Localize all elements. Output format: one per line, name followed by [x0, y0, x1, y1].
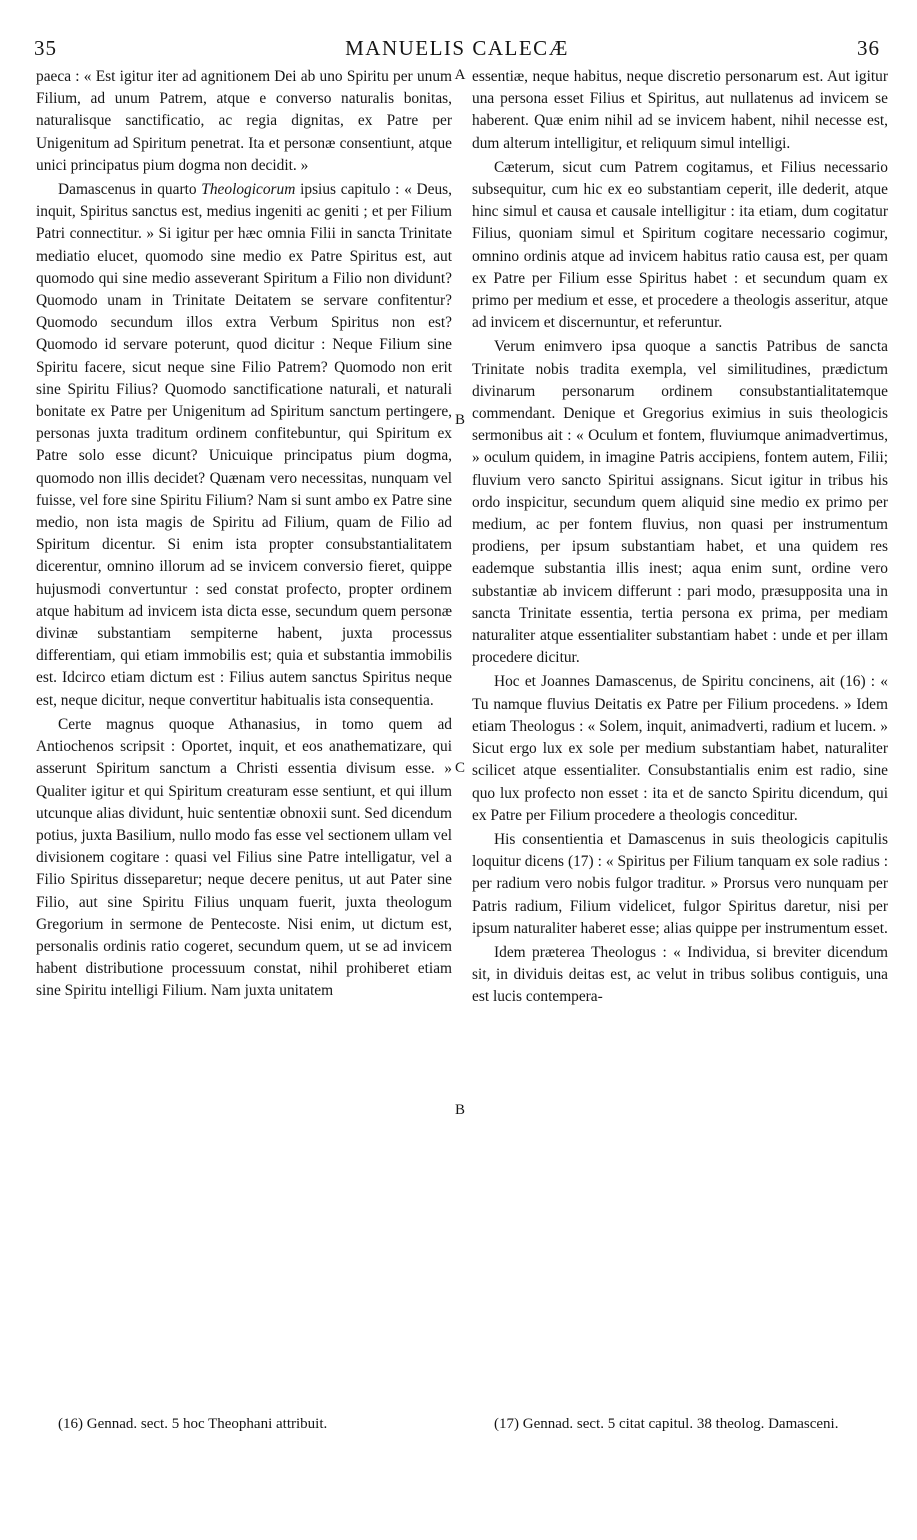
margin-marker-a: A — [454, 67, 466, 83]
paragraph: Hoc et Joannes Damascenus, de Spiritu concinens, ait (16) : « Tu namque fluvius Deitatis ex Patre per Filium procedens. » Idem etiam Theologus : « Solem, inquit, animadverti, radium et lucem. » Sicut ergo lux ex sole per medium substantiam habet, naturaliter scilicet atque essentialiter. Consubstantialis enim est radio, sine quo lux profecto non esset : ita et de sancto Spiritu dicendum, qui ex Patre per Filium procedere a theologis conceditur. — [472, 673, 888, 824]
page-header — [34, 36, 880, 66]
page-number-left: 35 — [34, 36, 57, 60]
running-title: MANUELIS CALECÆ — [345, 36, 569, 60]
paragraph: Idem præterea Theologus : « Individua, si breviter dicendum sit, in dividuis deitas est, ac velut in tribus solibus contiguis, una est lucis contempera- — [472, 943, 888, 1006]
footnote: (16) Gennad. sect. 5 hoc Theophani attribuit. — [58, 1416, 328, 1432]
page-number-right: 36 — [857, 36, 880, 60]
paragraph: paeca : « Est igitur iter ad agnitionem Dei ab uno Spiritu per unum Filium, ad unum Patrem, atque e converso naturalis bonitas, naturalisque sanctificatio, ac regia dignitas, ex Patre per Unigenitum ad Spiritum penetrat. Ita et personæ consentiunt, atque unici principatus pium dogma non decidit. » — [36, 68, 452, 174]
right-column — [472, 66, 888, 1009]
paragraph: Verum enimvero ipsa quoque a sanctis Patribus de sancta Trinitate nobis tradita exempla, vel similitudines, prædictum divinarum personarum ordinem consubstantialitatemque commendant. Denique et Gregorius eximius in suis theologicis sermonibus ait : « Oculum et fontem, fluviumque animadvertimus, » oculum quidem, in imagine Patris accipiens, fontem autem, Filii; fluvium vero sancto Spiritui assignans. Sicut igitur in tribus his ordo inspicitur, secundum quem aliquid sine medio ex primo per medium, ac per fontem fluvius, non quasi per instrumentum prodiens, per ipsum substantiam habet, et una quidem res eademque substantia illis inest; aqua enim sunt, ordine vero substantiæ ab invicem differunt : pari modo, præsupposita una in sancta Trinitate essentia, tertia persona ex prima, per mediam naturaliter atque essentialiter substantiam habet : unde et per illam procedere dicitur. — [472, 338, 888, 667]
footnotes-right — [472, 1414, 888, 1435]
paragraph: Certe magnus quoque Athanasius, in tomo quem ad Antiochenos scripsit : Oportet, inquit, et eos anathematizare, qui asserunt Spiritum sanctum a Christi essentia divisum esse. » Qualiter igitur et qui Spiritum creaturam esse sentiunt, et qui illum utcunque alias dividunt, huic sententiæ obnoxii sunt. Sed dicendum potius, juxta Basilium, nullo modo fas esse vel sectionem ullam vel divisionem cogitare : quasi vel Filius sine Patre intelligatur, vel a Filio Spiritus disseparetur; neque decere penitus, ut aut Pater sine Filio, aut sine Spiritu Filius unquam fuerit, juxta theologum Gregorium in sermone de Pentecoste. Nisi enim, ut dictum est, personalis ordinis ratio cogeret, secundum quem, ut se ad invicem habent distributione processuum constat, nihil prohiberet etiam sine Spiritu intelligi Filium. Nam juxta unitatem — [36, 715, 452, 1000]
paragraph: Cæterum, sicut cum Patrem cogitamus, et Filius necessario subsequitur, cum hic ex eo substantiam ceperit, ille dederit, atque hinc simul et causa et causale intelligitur : ita etiam, dum cogitatur Filius, quoniam simul et Spiritum cogitare necessario cogimur, omnino ordinis atque ad invicem habitus ratio causa est, per quam ex Patre per Filium esse Spiritus habet : et secundum quam ex primo per medium et esse, et procedere a theologis asseritur, atque ad invicem et discernuntur, et referuntur. — [472, 158, 888, 332]
margin-marker-b: B — [454, 1102, 465, 1118]
margin-marker-c: C — [454, 760, 465, 776]
margin-marker-b: B — [454, 412, 465, 428]
footnotes-left — [36, 1414, 452, 1435]
paragraph: essentiæ, neque habitus, neque discretio personarum est. Aut igitur una persona esset Filius et Spiritus, aut nullatenus ad invicem se haberent. Quæ enim nihil ad se invicem habent, nihil necesse est, dum alterum intelligitur, et reliquum simul intelligi. — [472, 68, 888, 152]
footnote: (17) Gennad. sect. 5 citat capitul. 38 theolog. Damasceni. — [494, 1416, 839, 1432]
paragraph: Damascenus in quarto Theologicorum ipsius capitulo : « Deus, inquit, Spiritus sanctus est, medius ingeniti ac geniti ; et per Filium Patri connectitur. » Si igitur per hæc omnia Filii in sancta Trinitate mediatio elucet, quomodo sine medio ex Patre Spiritus est, aut quomodo qui sine medio asseverant Spiritum a Filio non dividunt? Quomodo unam in Trinitate Deitatem se servare confitentur? Quomodo secundum illos extra Verbum Spiritus non est? Quomodo id servare poterunt, quod dicitur : Neque Filium sine Spiritu facere, sicut neque sine Filio Patrem? Quomodo non erit sine Spiritu Filius? Quomodo sanctificatione naturali, et naturali bonitate ex Patre per Unigenitum ad Spiritum sanctum pertingere, personas juxta traditum ordinem confitebuntur, qui Spiritum ex Patre solo esse dicunt? Unicuique principatus pium dogma, quomodo non illis decidet? Quænam vero necessitas, nunquam vel fuisse, vel fore sine Spiritu Filium? Nam si sunt ambo ex Patre sine medio, non ista magis de Spiritu ad Filium, quam de Filio ad Spiritum dicentur. Si enim ista propter consubstantialitatem dicerentur, omnino illorum ad se invicem conversio fieret, quippe hujusmodi convertuntur : sed constat profecto, propter ordinem atque habitum ad invicem ista dicta esse, secundum quem personæ divinæ substantiam sempiterne habent, juxta processus differentiam, qui etiam immobilis est; quia et substantia immobilis est. Idcirco etiam dictum est : Filius autem sanctus Spiritus neque est, neque dicitur, neque convertitur habitualis ista consequentia. — [36, 181, 452, 709]
left-column — [36, 66, 452, 1003]
paragraph: His consentientia et Damascenus in suis theologicis capitulis loquitur dicens (17) : « Spiritus per Filium tanquam ex sole radius : per radium vero nobis fulgor traditur. » Prorsus vero nunquam per Patris radium, Filium videlicet, fulgor Spiritus daretur, nisi per ipsum naturaliter haberet esse; alias quippe per instrumentum esset. — [472, 830, 888, 937]
work-title: Theologicorum — [201, 181, 296, 199]
